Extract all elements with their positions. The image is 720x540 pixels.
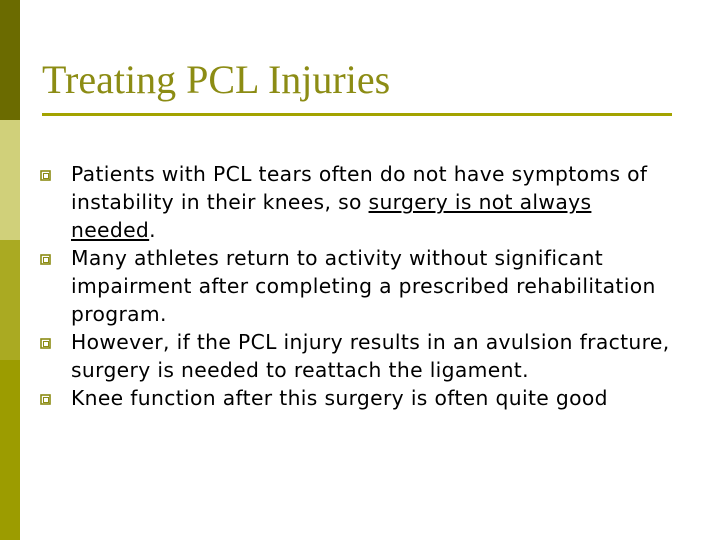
bullet-list xyxy=(40,160,680,412)
side-accent-bar xyxy=(0,120,20,240)
bullet-text-end: . xyxy=(149,218,156,242)
bullet-item xyxy=(40,244,680,328)
hollow-square-bullet-icon xyxy=(40,338,51,349)
bullet-item xyxy=(40,160,680,244)
bullet-text: However, if the PCL injury results in an avulsion fracture, surgery is needed to reattach the ligament. xyxy=(71,330,670,382)
bullet-item xyxy=(40,384,680,412)
bullet-text: Many athletes return to activity without significant impairment after completing a prescribed rehabilitation program. xyxy=(71,246,656,326)
side-accent-bar xyxy=(0,360,20,540)
bullet-item xyxy=(40,328,680,384)
bullet-text: Patients with PCL tears often do not have symptoms of instability in their knees, so xyxy=(71,162,648,214)
title-underline-rule xyxy=(42,113,672,116)
slide-title: Treating PCL Injuries xyxy=(42,57,391,102)
hollow-square-bullet-icon xyxy=(40,170,51,181)
bullet-text: Knee function after this surgery is often quite good xyxy=(71,386,608,410)
hollow-square-bullet-icon xyxy=(40,254,51,265)
hollow-square-bullet-icon xyxy=(40,394,51,405)
side-accent-bar xyxy=(0,0,20,120)
surgery-not-needed-link[interactable]: surgery is not always needed xyxy=(71,190,592,242)
side-accent-bar xyxy=(0,240,20,360)
